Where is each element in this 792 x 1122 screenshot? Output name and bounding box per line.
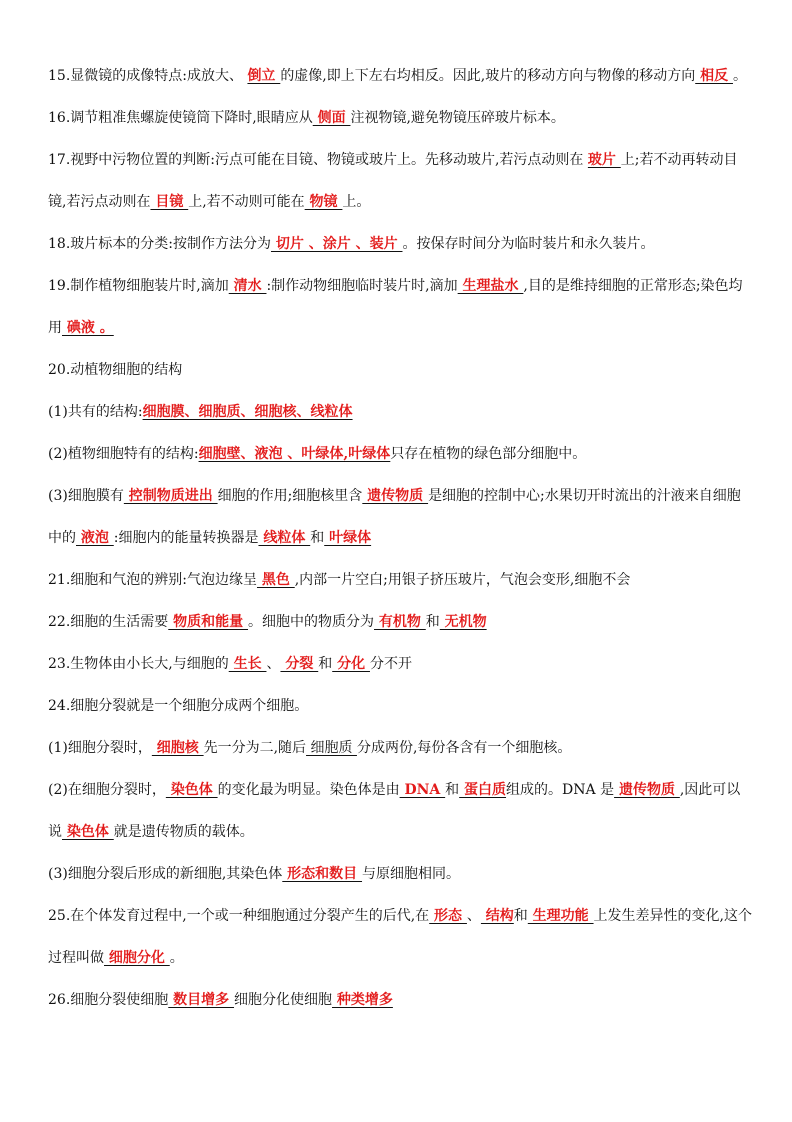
question-text: 细胞分化使细胞 <box>234 992 333 1008</box>
underlined-text: 细胞质 <box>306 740 357 756</box>
question-paragraph <box>48 559 752 601</box>
question-text: 和 <box>445 782 460 798</box>
question-text: (1)共有的结构: <box>48 404 143 420</box>
question-text: (3)细胞分裂后形成的新细胞,其染色体 <box>48 866 283 882</box>
question-paragraph <box>48 97 752 139</box>
answer-blank: 遗传物质 <box>614 782 680 798</box>
answer-blank: 黑色 <box>256 572 295 588</box>
question-text: 25.在个体发育过程中,一个或一种细胞通过分裂产生的后代,在 <box>48 908 430 924</box>
answer-blank: DNA <box>399 782 446 798</box>
answer-blank: 生理盐水 <box>457 278 524 294</box>
question-paragraph <box>48 769 752 853</box>
question-paragraph <box>48 349 752 391</box>
answer-blank: 线粒体 <box>258 530 311 546</box>
answer-blank: 有机物 <box>374 614 426 630</box>
question-text: (2)植物细胞特有的结构: <box>48 446 199 462</box>
question-text: ,因此可以说 <box>48 782 741 840</box>
answer-blank: 染色体 <box>165 782 218 798</box>
question-text: 19.制作植物细胞装片时,滴加 <box>48 278 229 294</box>
question-text: 上发生差异性的变化,这个过程叫做 <box>48 908 752 966</box>
question-paragraph <box>48 265 752 349</box>
question-text: 细胞的作用;细胞核里含 <box>217 488 363 504</box>
answer-blank: 遗传物质 <box>362 488 429 504</box>
question-text: 21.细胞和气泡的辨别:气泡边缘呈 <box>48 572 257 588</box>
answer-blank: 分裂 <box>280 656 319 672</box>
answer-blank: 清水 <box>228 278 267 294</box>
question-text: 上。 <box>342 194 371 210</box>
question-text: 。 <box>732 68 747 84</box>
question-text: 先一分为二,随后 <box>203 740 307 756</box>
question-text: 分成两份,每份各含有一个细胞核。 <box>356 740 572 756</box>
answer-blank: 无机物 <box>439 614 487 630</box>
answer-blank: 碘液 。 <box>62 320 114 336</box>
question-paragraph <box>48 475 752 559</box>
question-text: 。 <box>169 950 184 966</box>
question-text: 24.细胞分裂就是一个细胞分成两个细胞。 <box>48 698 309 714</box>
question-text: 26.细胞分裂使细胞 <box>48 992 169 1008</box>
answer-blank: 切片 、涂片 、装片 <box>270 236 403 252</box>
question-text: 17.视野中污物位置的判断:污点可能在目镜、物镜或玻片上。先移动玻片,若污点动则在 <box>48 152 588 168</box>
answer-blank: 细胞核 <box>151 740 204 756</box>
answer-blank: 目镜 <box>150 194 189 210</box>
question-text: 15.显微镜的成像特点:成放大、 <box>48 68 248 84</box>
question-text: 组成的。DNA 是 <box>506 782 615 798</box>
question-text: 就是遗传物质的载体。 <box>113 824 254 840</box>
question-paragraph <box>48 601 752 643</box>
question-text: 、 <box>466 908 481 924</box>
question-paragraph <box>48 853 752 895</box>
question-text: ,目的是维持细胞的正常形态;染色均用 <box>48 278 743 336</box>
question-text: 的变化最为明显。染色体是由 <box>217 782 400 798</box>
question-text: 和 <box>513 908 528 924</box>
answer-blank: 种类增多 <box>332 992 393 1008</box>
question-paragraph <box>48 979 752 1021</box>
answer-blank: 物质和能量 <box>168 614 249 630</box>
question-text: 22.细胞的生活需要 <box>48 614 169 630</box>
answer-blank: 侧面 <box>312 110 351 126</box>
answer-blank: 细胞壁、液泡 、叶绿体,叶绿体 <box>198 446 391 462</box>
answer-blank: 生理功能 <box>527 908 594 924</box>
question-text: 。细胞中的物质分为 <box>248 614 375 630</box>
answer-blank: 细胞分化 <box>104 950 170 966</box>
question-text: :制作动物细胞临时装片时,滴加 <box>266 278 458 294</box>
question-text: 分不开 <box>369 656 412 672</box>
question-text: (3)细胞膜有 <box>48 488 124 504</box>
answer-blank: 分化 <box>332 656 370 672</box>
question-paragraph <box>48 223 752 265</box>
question-text: 16.调节粗准焦螺旋使镜筒下降时,眼睛应从 <box>48 110 313 126</box>
question-paragraph <box>48 391 752 433</box>
question-text: 上,若不动则可能在 <box>188 194 305 210</box>
question-text: 和 <box>318 656 333 672</box>
question-text: 和 <box>310 530 325 546</box>
answer-blank: 数目增多 <box>168 992 235 1008</box>
question-text: (2)在细胞分裂时， <box>48 782 166 798</box>
question-paragraph <box>48 643 752 685</box>
question-paragraph <box>48 727 752 769</box>
question-text: (1)细胞分裂时， <box>48 740 152 756</box>
answer-blank: 叶绿体 <box>324 530 372 546</box>
answer-blank: 液泡 <box>76 530 114 546</box>
question-text: 23.生物体由小长大,与细胞的 <box>48 656 229 672</box>
question-text: 和 <box>425 614 440 630</box>
answer-blank: 倒立 <box>247 68 281 84</box>
answer-blank: 控制物质进出 <box>123 488 218 504</box>
answer-blank: 相反 <box>695 68 733 84</box>
answer-blank: 蛋白质 <box>459 782 507 798</box>
answer-blank: 结构 <box>480 908 514 924</box>
question-text: 。按保存时间分为临时装片和永久装片。 <box>402 236 655 252</box>
answer-blank: 形态 <box>429 908 467 924</box>
question-paragraph <box>48 895 752 979</box>
answer-blank: 染色体 <box>62 824 114 840</box>
question-text: 注视物镜,避免物镜压碎玻片标本。 <box>350 110 565 126</box>
answer-blank: 物镜 <box>304 194 343 210</box>
answer-blank: 形态和数目 <box>282 866 363 882</box>
question-text: 18.玻片标本的分类:按制作方法分为 <box>48 236 271 252</box>
question-text: 20.动植物细胞的结构 <box>48 362 183 378</box>
question-paragraph <box>48 433 752 475</box>
question-text: 上;若不动再转动目镜,若污点动则在 <box>48 152 738 210</box>
question-paragraph <box>48 55 752 97</box>
question-text: 只存在植物的绿色部分细胞中。 <box>390 446 587 462</box>
question-text: 与原细胞相同。 <box>362 866 461 882</box>
question-text: ,内部一片空白;用银子挤压玻片，气泡会变形,细胞不会 <box>294 572 631 588</box>
question-text: 、 <box>266 656 281 672</box>
question-text: 的虚像,即上下左右均相反。因此,玻片的移动方向与物像的移动方向 <box>280 68 696 84</box>
answer-blank: 玻片 <box>587 152 621 168</box>
question-text: 是细胞的控制中心;水果切开时流出的汁液来自细胞中的 <box>48 488 741 546</box>
question-paragraph <box>48 139 752 223</box>
question-paragraph <box>48 685 752 727</box>
answer-blank: 生长 <box>228 656 267 672</box>
question-text: :细胞内的能量转换器是 <box>113 530 259 546</box>
answer-blank: 细胞膜、细胞质、细胞核、线粒体 <box>142 404 353 420</box>
